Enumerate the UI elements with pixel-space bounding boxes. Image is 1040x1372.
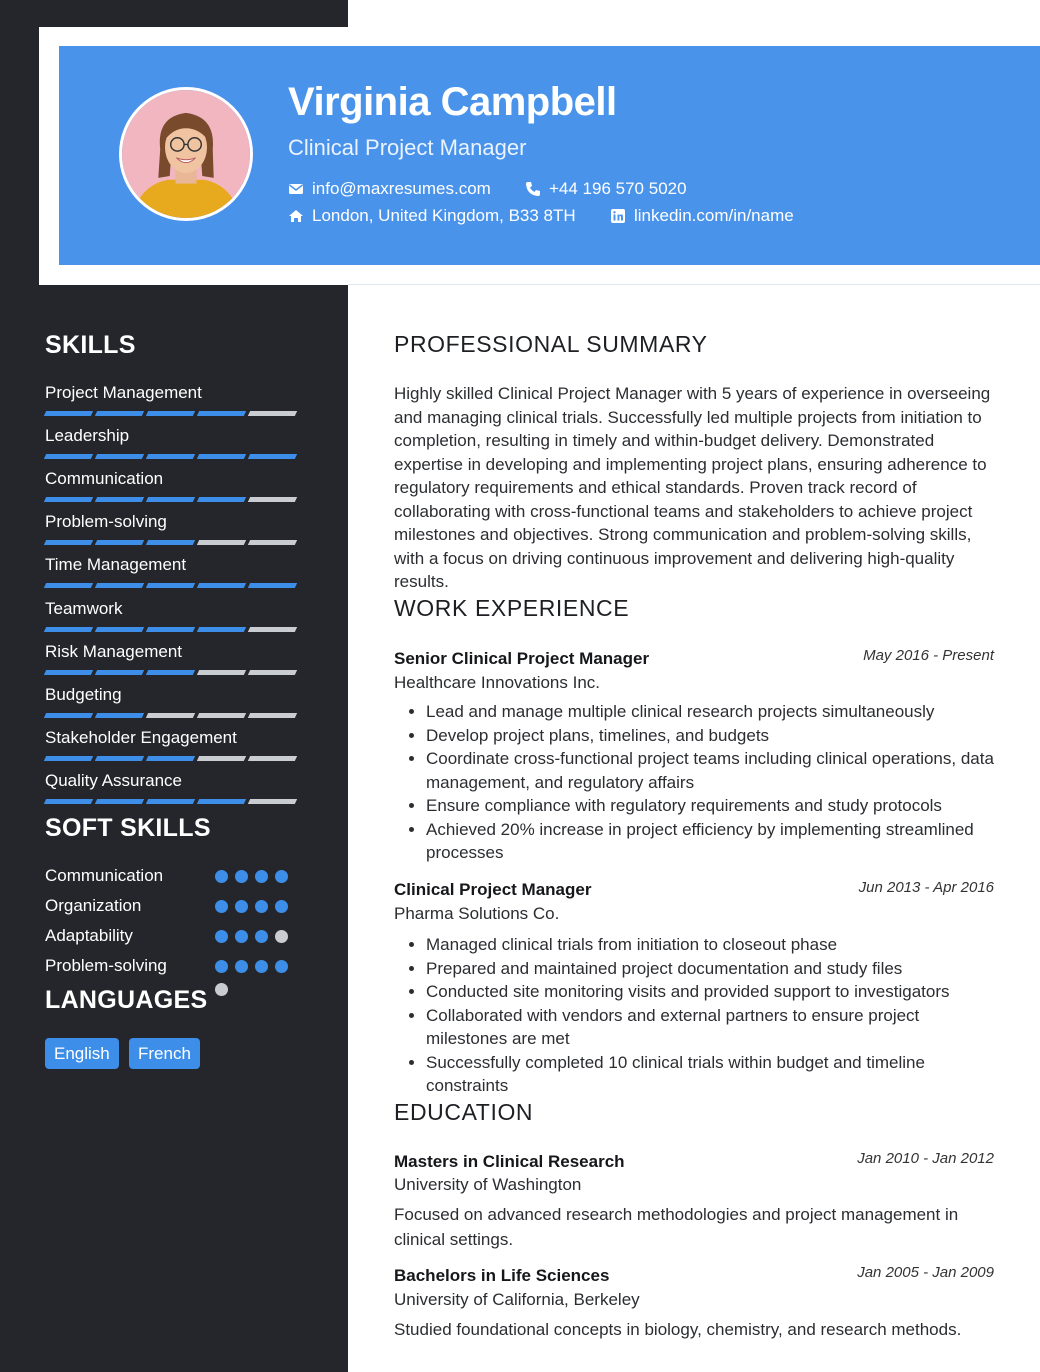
soft-skill-dot — [255, 930, 268, 943]
avatar — [119, 87, 253, 221]
soft-skill-dot — [215, 900, 228, 913]
skill-level-segment — [248, 497, 297, 502]
skill-level-segment — [197, 540, 246, 545]
candidate-name: Virginia Campbell — [288, 80, 617, 124]
list-item: • Ensure compliance with regulatory requirements and study protocols — [426, 794, 1004, 818]
skill-level-segment — [248, 756, 297, 761]
contact-email[interactable] — [288, 179, 491, 199]
skill-level-bar — [45, 713, 305, 718]
education-degree: Masters in Clinical Research — [394, 1152, 625, 1171]
language-badge-english: English — [45, 1038, 119, 1069]
skill-level-segment — [44, 454, 93, 459]
skill-level-segment — [44, 411, 93, 416]
skill-level-segment — [44, 713, 93, 718]
skill-level-segment — [248, 411, 297, 416]
phone-text: +44 196 570 5020 — [549, 179, 687, 198]
skill-level-bar — [45, 411, 305, 416]
soft-skill-item — [45, 926, 305, 948]
skill-item — [45, 426, 305, 459]
skill-level-segment — [197, 583, 246, 588]
job-dates: May 2016 - Present — [863, 647, 994, 664]
skill-level-segment — [95, 454, 144, 459]
soft-skill-label: Adaptability — [45, 926, 133, 945]
skill-level-segment — [146, 756, 195, 761]
soft-skill-dot — [275, 900, 288, 913]
list-item: • Prepared and maintained project documentation and study files — [426, 957, 1004, 981]
skill-level-segment — [95, 583, 144, 588]
skill-level-bar — [45, 670, 305, 675]
soft-skill-dot — [215, 870, 228, 883]
skill-level-bar — [45, 454, 305, 459]
education-desc: Studied foundational concepts in biology, chemistry, and research methods. — [394, 1320, 962, 1339]
skill-level-segment — [44, 540, 93, 545]
skill-level-segment — [197, 454, 246, 459]
skill-level-segment — [95, 713, 144, 718]
education-heading: EDUCATION — [394, 1099, 534, 1125]
education-school: University of California, Berkeley — [394, 1290, 640, 1309]
job-company: Pharma Solutions Co. — [394, 904, 560, 923]
list-item: • Achieved 20% increase in project efficiency by implementing streamlined processes — [426, 818, 1004, 865]
skill-level-segment — [146, 454, 195, 459]
linkedin-icon — [610, 208, 626, 224]
skill-item — [45, 771, 305, 804]
education-dates: Jan 2010 - Jan 2012 — [857, 1150, 994, 1167]
skill-level-segment — [197, 411, 246, 416]
skill-level-segment — [248, 627, 297, 632]
skill-level-segment — [146, 627, 195, 632]
languages-heading: LANGUAGES — [45, 986, 208, 1014]
skill-level-segment — [146, 411, 195, 416]
skill-level-bar — [45, 627, 305, 632]
soft-skill-dot — [275, 960, 288, 973]
skill-level-segment — [197, 756, 246, 761]
skill-level-segment — [44, 670, 93, 675]
soft-skill-dot — [235, 930, 248, 943]
header — [59, 46, 1040, 265]
skill-label: Time Management — [45, 555, 187, 575]
skill-label: Stakeholder Engagement — [45, 727, 237, 747]
soft-skill-label: Communication — [45, 866, 164, 885]
skill-item — [45, 599, 305, 632]
list-item: • Managed clinical trials from initiation to closeout phase — [426, 933, 1004, 957]
skill-item — [45, 642, 305, 675]
skill-level-segment — [197, 497, 246, 502]
skill-label: Risk Management — [45, 641, 183, 661]
soft-skill-dot — [255, 900, 268, 913]
soft-skill-dot — [255, 870, 268, 883]
education-desc: Focused on advanced research methodologies and project management in clinical settings. — [394, 1205, 959, 1249]
soft-skill-dot — [235, 960, 248, 973]
skill-level-segment — [95, 756, 144, 761]
skill-label: Communication — [45, 469, 164, 489]
skill-item — [45, 728, 305, 761]
skill-level-segment — [248, 454, 297, 459]
skill-level-bar — [45, 497, 305, 502]
contact-phone[interactable] — [525, 179, 687, 199]
skill-level-bar — [45, 583, 305, 588]
job-role: Clinical Project Manager — [394, 880, 592, 899]
skill-label: Problem-solving — [45, 512, 167, 532]
list-item: • Develop project plans, timelines, and budgets — [426, 724, 1004, 748]
soft-skill-dot — [275, 870, 288, 883]
skill-level-bar — [45, 756, 305, 761]
soft-skill-dot — [215, 930, 228, 943]
summary-text: Highly skilled Clinical Project Manager with 5 years of experience in overseeing and managing clinical trials. Successfully led multiple projects from initiation to completion, resulting in timely and within-budget delivery. Demonstrated expertise in developing and implementing project plans, ensuring adherence to regulatory requirements and ethical standards. Proven track record of collaborating with cross-functional teams and stakeholders to achieve project milestones and objectives. Strong communication and problem-solving skills, with a focus on driving continuous improvement and delivering high-quality results. — [394, 384, 991, 591]
skill-level-segment — [44, 627, 93, 632]
list-item: • Collaborated with vendors and external partners to ensure project milestones are met — [426, 1004, 1004, 1051]
skill-item — [45, 383, 305, 416]
skill-level-segment — [197, 713, 246, 718]
skill-label: Teamwork — [45, 598, 123, 618]
soft-skill-dot — [275, 930, 288, 943]
skill-level-segment — [44, 583, 93, 588]
experience-heading: WORK EXPERIENCE — [394, 595, 630, 621]
skill-level-segment — [146, 540, 195, 545]
skill-level-segment — [44, 756, 93, 761]
job-bullets — [394, 700, 1004, 865]
summary-heading: PROFESSIONAL SUMMARY — [394, 331, 708, 357]
soft-skill-dot — [255, 960, 268, 973]
skill-label: Project Management — [45, 383, 202, 402]
soft-skills-heading: SOFT SKILLS — [45, 814, 211, 842]
skill-level-segment — [248, 713, 297, 718]
profile-photo — [122, 90, 250, 218]
skill-label: Leadership — [45, 426, 130, 446]
skill-label: Quality Assurance — [45, 770, 183, 790]
soft-skill-dot — [235, 870, 248, 883]
skills-heading: SKILLS — [45, 331, 136, 359]
skill-level-segment — [95, 497, 144, 502]
skill-level-segment — [146, 799, 195, 804]
skill-level-segment — [44, 497, 93, 502]
skill-level-segment — [95, 411, 144, 416]
skill-item — [45, 512, 305, 545]
soft-skill-dot — [235, 900, 248, 913]
skill-level-segment — [248, 670, 297, 675]
list-item: • Successfully completed 10 clinical trials within budget and timeline constraints — [426, 1051, 1004, 1098]
soft-skill-label: Problem-solving — [45, 956, 167, 975]
language-badge-french: French — [129, 1038, 200, 1069]
job-role: Senior Clinical Project Manager — [394, 649, 650, 668]
list-item: • Coordinate cross-functional project teams including clinical operations, data management, and regulatory affairs — [426, 747, 1004, 794]
skill-item — [45, 685, 305, 718]
job-company: Healthcare Innovations Inc. — [394, 673, 601, 692]
skill-level-segment — [248, 799, 297, 804]
skill-item — [45, 469, 305, 502]
contact-location — [288, 206, 576, 226]
home-icon — [288, 208, 304, 224]
skill-level-segment — [95, 799, 144, 804]
linkedin-text: linkedin.com/in/name — [634, 206, 794, 225]
skill-level-segment — [197, 799, 246, 804]
skill-level-bar — [45, 540, 305, 545]
skill-level-segment — [146, 670, 195, 675]
soft-skill-item — [45, 866, 305, 888]
soft-skill-item — [45, 956, 305, 978]
soft-skill-item — [45, 896, 305, 918]
skill-item — [45, 555, 305, 588]
skill-level-segment — [146, 713, 195, 718]
skill-level-segment — [248, 583, 297, 588]
contact-linkedin[interactable] — [610, 206, 794, 226]
skill-label: Budgeting — [45, 684, 122, 704]
job-bullets — [394, 933, 1004, 1098]
job-dates: Jun 2013 - Apr 2016 — [858, 879, 994, 896]
skill-level-segment — [197, 670, 246, 675]
list-item: • Conducted site monitoring visits and provided support to investigators — [426, 980, 1004, 1004]
list-item: • Lead and manage multiple clinical research projects simultaneously — [426, 700, 1004, 724]
education-dates: Jan 2005 - Jan 2009 — [857, 1264, 994, 1281]
envelope-icon — [288, 181, 304, 197]
skill-level-segment — [146, 583, 195, 588]
location-text: London, United Kingdom, B33 8TH — [312, 206, 576, 225]
soft-skill-label: Organization — [45, 896, 142, 915]
header-divider — [348, 284, 1040, 285]
skill-level-segment — [197, 627, 246, 632]
phone-icon — [525, 181, 541, 197]
skill-level-bar — [45, 799, 305, 804]
skill-level-segment — [248, 540, 297, 545]
skill-level-segment — [95, 670, 144, 675]
skill-level-segment — [95, 540, 144, 545]
education-degree: Bachelors in Life Sciences — [394, 1266, 610, 1285]
skill-level-segment — [146, 497, 195, 502]
education-school: University of Washington — [394, 1175, 582, 1194]
job-title: Clinical Project Manager — [288, 135, 527, 160]
skill-level-segment — [44, 799, 93, 804]
email-text: info@maxresumes.com — [312, 179, 491, 198]
soft-skill-dot — [215, 960, 228, 973]
soft-skill-extra-dot — [215, 983, 228, 996]
skill-level-segment — [95, 627, 144, 632]
